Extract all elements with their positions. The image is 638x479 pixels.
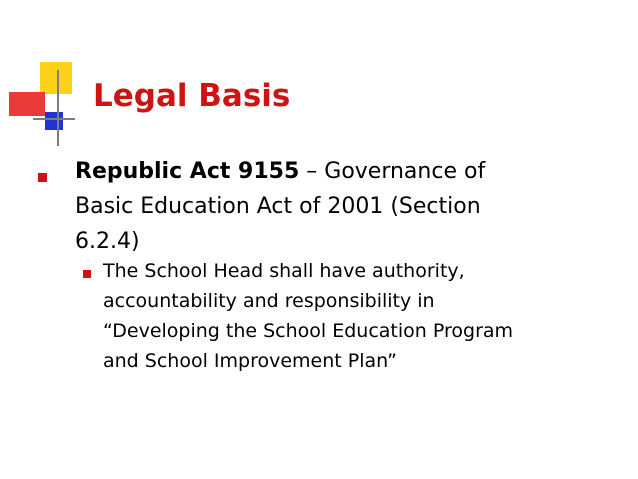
vertical-line bbox=[57, 70, 59, 146]
blue-square bbox=[45, 112, 63, 130]
bullet-level-1 bbox=[75, 154, 595, 259]
act-description-line-1: – Governance of bbox=[299, 159, 486, 184]
sub-bullet-line-3: “Developing the School Education Program bbox=[103, 320, 514, 342]
sub-bullet-square-icon bbox=[83, 270, 91, 278]
horizontal-line bbox=[33, 118, 75, 120]
bullet-level-2 bbox=[103, 256, 603, 376]
bullet-square-icon bbox=[38, 173, 47, 182]
act-description-line-2: Basic Education Act of 2001 (Section bbox=[75, 194, 481, 219]
sub-bullet-line-2: accountability and responsibility in bbox=[103, 290, 435, 312]
sub-bullet-line-4: and School Improvement Plan” bbox=[103, 350, 397, 372]
red-square bbox=[9, 92, 45, 116]
act-name: Republic Act 9155 bbox=[75, 159, 300, 184]
act-description-line-3: 6.2.4) bbox=[75, 229, 140, 254]
yellow-square bbox=[40, 62, 72, 94]
corner-logo-decoration bbox=[0, 0, 100, 150]
sub-bullet-line-1: The School Head shall have authority, bbox=[103, 260, 465, 282]
slide-title: Legal Basis bbox=[93, 78, 291, 114]
